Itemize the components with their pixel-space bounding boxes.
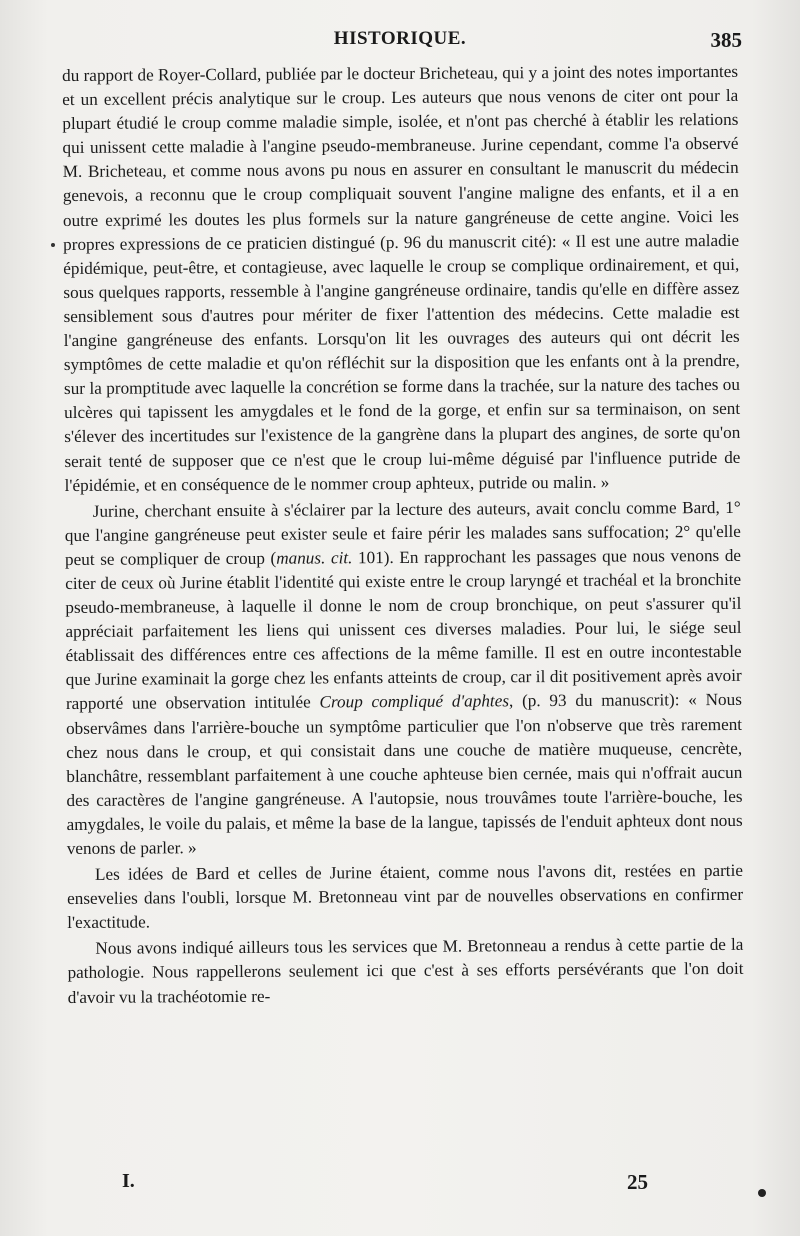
observation-title: Croup compliqué d'aphtes <box>319 691 510 712</box>
paragraph-1: du rapport de Royer-Collard, publiée par le docteur Bricheteau, qui y a joint des notes importantes et un excellent précis analytique sur le croup. Les auteurs que nous venons de citer ont pour la plupart étudié le croup comme maladie simple, isolée, et n'ont pas cherché à établir les relations qui unissent cette maladie à l'angine pseudo-membraneuse. Jurine cependant, comme l'a observé M. Bricheteau, et comme nous avons pu nous en assurer en consultant le manuscrit du médecin genevois, a reconnu que le croup compliquait souvent l'angine maligne des enfants, et il a en outre exprimé les doutes les plus formels sur la nature gangréneuse de cette angine. Voici les propres expressions de ce praticien distingué (p. 96 du manuscrit cité): « Il est une autre maladie épidémique, peut-être, et contagieuse, avec laquelle le croup se complique ordinairement, et qui, sous quelques rapports, ressemble à l'angine gangréneuse ordinaire, tandis qu'elle en diffère assez sensiblement sous d'autres pour mériter de fixer l'attention des médecins. Cette maladie est l'angine gangréneuse des enfants. Lorsqu'on lit les ouvrages des auteurs qui ont décrit les symptômes de cette maladie et qu'on réfléchit sur la disposition que les enfants ont à la prendre, sur la promptitude avec laquelle la concrétion se forme dans la trachée, sur la nature des taches ou ulcères qui tapissent les amygdales et le fond de la gorge, et enfin sur sa terminaison, on sent s'élever des incertitudes sur l'existence de la gangrène dans la plupart des angines, de sorte qu'on serait tenté de supposer que ce n'est que le croup lui-même déguisé par l'influence putride de l'épidémie, et en conséquence de le nommer croup aphteux, putride ou malin. » <box>62 61 741 495</box>
page-body <box>62 60 744 1010</box>
page-number: 385 <box>710 28 742 52</box>
page-footer <box>62 1170 738 1200</box>
paragraph-2-text-a: Jurine, cherchant ensuite à s'éclairer par la lecture des auteurs, avait conclu comme Bard, 1° que l'angine gangréneuse peut exister seule et faire périr les malades sans suffocation; 2° qu'elle peut se compliquer de croup ( <box>64 497 741 569</box>
paragraph-4: Nous avons indiqué ailleurs tous les services que M. Bretonneau a rendus à cette partie de la pathologie. Nous rappellerons seulement ici que c'est à ses efforts persévérants que l'on doit d'avoir vu la trachéotomie re- <box>67 935 744 1007</box>
citation-manus-cit: manus. cit. <box>276 548 353 568</box>
sheet-number: 25 <box>627 1170 648 1194</box>
ink-dot <box>758 1189 766 1197</box>
paragraph-2-text-c: , (p. 93 du manuscrit): « Nous observâmes dans l'arrière-bouche un symptôme particulier que l'on n'observe que très rarement chez nous dans le croup, et qui consistait dans une couche de matière muqueuse, cencrète, blanchâtre, ressemblant parfaitement à une couche aphteuse bien cernée, mais qui n'offrait aucun des caractères de l'angine gangréneuse. A l'autopsie, nous trouvâmes toute l'arrière-bouche, les amygdales, le voile du palais, et même la base de la langue, tapissés de l'enduit aphteux dont nous venons de parler. » <box>65 690 743 858</box>
running-title: HISTORIQUE. <box>333 28 467 49</box>
signature-mark: I. <box>122 1170 135 1192</box>
paragraph-3: Les idées de Bard et celles de Jurine étaient, comme nous l'avons dit, restées en partie ensevelies dans l'oubli, lorsque M. Bretonneau vint par de nouvelles observations en confirmer l'exactitude. <box>67 860 744 933</box>
page-header <box>58 28 742 62</box>
margin-mark <box>51 243 55 247</box>
paragraph-2-text-b: 101). En rapprochant les passages que nous venons de citer de ceux où Jurine établit l'identité qui existe entre le croup laryngé et trachéal et la bronchite pseudo-membraneuse, à laquelle il donne le nom de croup bronchique, on peut s'assurer qu'il appréciait parfaitement les liens qui unissent ces diverses maladies. Pour lui, le siége seul établissait des différences entre ces affections de la même famille. Il est en outre incontestable que Jurine examinait la gorge chez les enfants atteints de croup, car il dit positivement après avoir rapporté une observation intitulée <box>65 545 742 714</box>
paragraph-2 <box>65 496 743 862</box>
